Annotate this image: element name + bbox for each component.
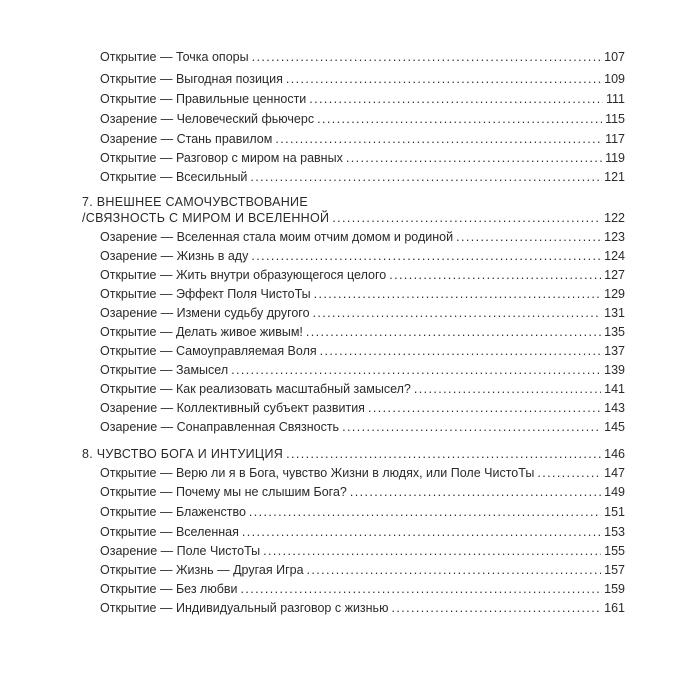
leader-dots (313, 305, 602, 321)
toc-entry-page: 149 (604, 485, 625, 499)
leader-dots (309, 91, 603, 107)
toc-entry-page: 123 (604, 230, 625, 244)
toc-entry-title: Озарение — Жизнь в аду (100, 249, 249, 263)
leader-dots (286, 71, 601, 87)
toc-entry (100, 324, 625, 340)
toc-entry-title: Озарение — Сонаправленная Связность (100, 420, 340, 434)
leader-dots (320, 343, 602, 359)
toc-entry (100, 504, 625, 520)
toc-entry (100, 305, 625, 321)
toc-entry (100, 400, 625, 416)
leader-dots (456, 229, 601, 245)
toc-entry-page: 153 (604, 525, 625, 539)
toc-entry-title: Открытие — Верю ли я в Бога, чувство Жизни в людях, или Поле ЧистоТы (100, 466, 535, 480)
toc-entry (100, 600, 625, 616)
toc-entry-page: 109 (604, 72, 625, 86)
chapter-7-page: 122 (604, 211, 625, 225)
toc-entry (100, 419, 625, 435)
toc-entry-page: 129 (604, 287, 625, 301)
leader-dots (332, 210, 601, 226)
toc-entry-page: 145 (604, 420, 625, 434)
toc-entry-page: 107 (604, 50, 625, 64)
toc-entry-page: 137 (604, 344, 625, 358)
toc-entry (100, 362, 625, 378)
leader-dots (251, 248, 601, 264)
toc-entry-title: Открытие — Всесильный (100, 170, 248, 184)
toc-entry-title: Открытие — Выгодная позиция (100, 72, 283, 86)
leader-dots (250, 169, 601, 185)
toc-entry-title: Открытие — Блаженство (100, 505, 246, 519)
toc-entry-title: Открытие — Почему мы не слышим Бога? (100, 485, 347, 499)
toc-entry-title: Открытие — Жизнь — Другая Игра (100, 563, 304, 577)
toc-entry-title: Открытие — Замысел (100, 363, 229, 377)
toc-entry-page: 157 (604, 563, 625, 577)
toc-entry (100, 543, 625, 559)
leader-dots (307, 562, 602, 578)
leader-dots (241, 581, 602, 597)
toc-entry (100, 343, 625, 359)
toc-entry-page: 135 (604, 325, 625, 339)
toc-entry-page: 111 (605, 92, 625, 106)
chapter-7-title-line1: 7. ВНЕШНЕЕ САМОЧУВСТВОВАНИЕ (82, 195, 308, 209)
toc-entry-page: 124 (604, 249, 625, 263)
toc-entry (100, 267, 625, 283)
toc-entry-title: Открытие — Эффект Поля ЧистоТы (100, 287, 311, 301)
leader-dots (231, 362, 601, 378)
toc-entry (100, 524, 625, 540)
toc-entry-title: Открытие — Жить внутри образующегося целого (100, 268, 387, 282)
toc-entry (100, 49, 625, 65)
toc-entry-page: 117 (605, 132, 625, 146)
toc-entry (100, 381, 625, 397)
toc-entry (100, 465, 625, 481)
toc-entry (100, 581, 625, 597)
toc-entry-title: Озарение — Коллективный субъект развития (100, 401, 365, 415)
toc-entry-page: 131 (604, 306, 625, 320)
toc-entry-title: Озарение — Человеческий фьючерс (100, 112, 315, 126)
leader-dots (537, 465, 601, 481)
leader-dots (286, 446, 601, 462)
toc-entry (100, 562, 625, 578)
leader-dots (317, 111, 602, 127)
leader-dots (414, 381, 601, 397)
toc-entry (100, 111, 625, 127)
toc-entry (100, 484, 625, 500)
toc-entry-page: 147 (604, 466, 625, 480)
leader-dots (275, 131, 602, 147)
toc-entry-title: Открытие — Точка опоры (100, 50, 249, 64)
toc-entry-page: 139 (604, 363, 625, 377)
chapter-7-title-line2: /СВЯЗНОСТЬ С МИРОМ И ВСЕЛЕННОЙ (82, 211, 330, 225)
leader-dots (342, 419, 601, 435)
leader-dots (252, 49, 602, 65)
leader-dots (249, 504, 601, 520)
leader-dots (350, 484, 601, 500)
leader-dots (306, 324, 601, 340)
toc-entry-page: 155 (604, 544, 625, 558)
toc-entry-title: Открытие — Делать живое живым! (100, 325, 303, 339)
toc-entry-title: Озарение — Стань правилом (100, 132, 273, 146)
leader-dots (346, 150, 602, 166)
toc-entry (100, 71, 625, 87)
toc-entry-title: Озарение — Вселенная стала моим отчим домом и родиной (100, 230, 454, 244)
toc-entry-title: Озарение — Измени судьбу другого (100, 306, 310, 320)
toc-entry (100, 169, 625, 185)
leader-dots (389, 267, 601, 283)
toc-entry-page: 127 (604, 268, 625, 282)
toc-entry-title: Открытие — Самоуправляемая Воля (100, 344, 317, 358)
toc-entry-title: Озарение — Поле ЧистоТы (100, 544, 261, 558)
toc-entry (100, 248, 625, 264)
chapter-8-heading (82, 446, 625, 462)
toc-entry (100, 91, 625, 107)
leader-dots (242, 524, 601, 540)
chapter-8-page: 146 (604, 447, 625, 461)
toc-entry-page: 159 (604, 582, 625, 596)
leader-dots (391, 600, 601, 616)
toc-entry-title: Открытие — Правильные ценности (100, 92, 307, 106)
toc-entry-page: 119 (605, 151, 625, 165)
chapter-7-heading (82, 210, 625, 226)
toc-entry-title: Открытие — Без любви (100, 582, 238, 596)
toc-entry (100, 131, 625, 147)
toc-entry-title: Открытие — Разговор с миром на равных (100, 151, 343, 165)
toc-entry-page: 115 (605, 112, 625, 126)
leader-dots (263, 543, 601, 559)
toc-entry-page: 151 (604, 505, 625, 519)
toc-entry-page: 141 (604, 382, 625, 396)
toc-entry (100, 229, 625, 245)
toc-entry-title: Открытие — Индивидуальный разговор с жизнью (100, 601, 389, 615)
leader-dots (368, 400, 601, 416)
toc-entry (100, 286, 625, 302)
toc-entry-page: 143 (604, 401, 625, 415)
toc-entry-page: 161 (604, 601, 625, 615)
toc-entry-title: Открытие — Вселенная (100, 525, 239, 539)
leader-dots (314, 286, 602, 302)
toc-entry (100, 150, 625, 166)
toc-entry-title: Открытие — Как реализовать масштабный замысел? (100, 382, 411, 396)
toc-entry-page: 121 (604, 170, 625, 184)
chapter-8-title: 8. ЧУВСТВО БОГА И ИНТУИЦИЯ (82, 447, 284, 461)
